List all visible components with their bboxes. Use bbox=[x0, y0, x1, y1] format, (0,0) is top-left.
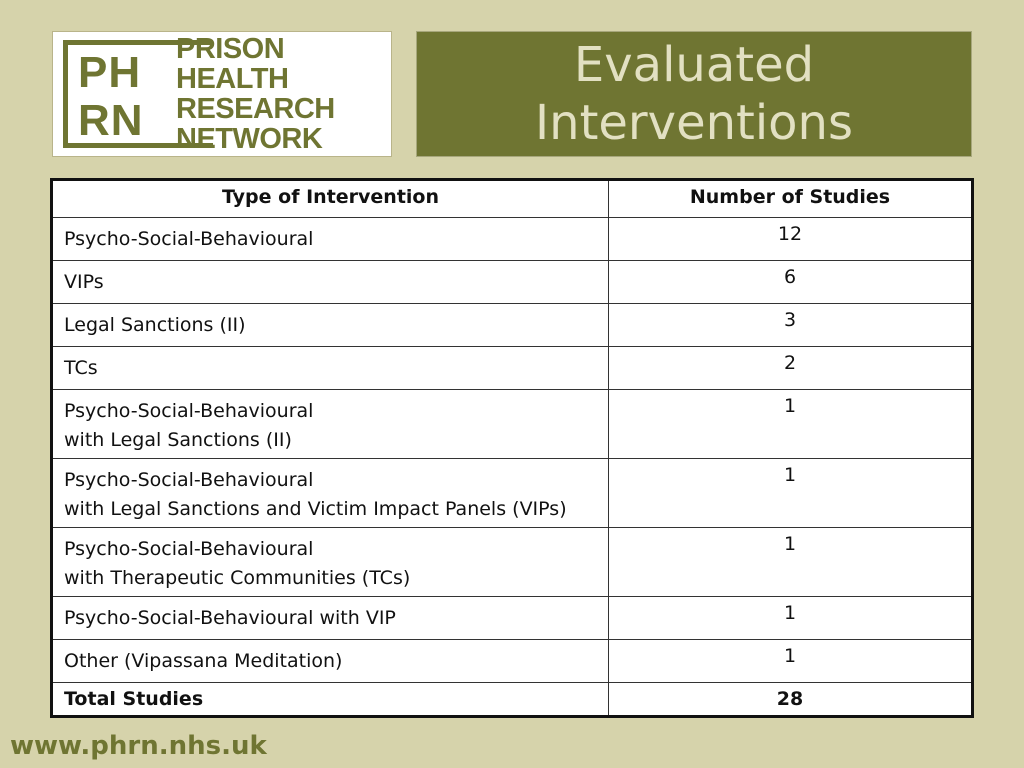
table-row bbox=[52, 261, 973, 304]
intervention-type-line: Psycho-Social-Behavioural bbox=[64, 469, 314, 491]
study-count-cell: 1 bbox=[609, 459, 973, 528]
logo-mark-bottom: RN bbox=[78, 96, 144, 145]
intervention-type-line: with Legal Sanctions and Victim Impact Panels (VIPs) bbox=[64, 498, 567, 520]
intervention-type-cell bbox=[52, 640, 609, 683]
table-row bbox=[52, 597, 973, 640]
logo-word: PRISON bbox=[176, 33, 285, 65]
logo-word: HEALTH bbox=[176, 63, 289, 95]
intervention-type-cell bbox=[52, 347, 609, 390]
study-count-cell: 6 bbox=[609, 261, 973, 304]
table-row bbox=[52, 459, 973, 528]
intervention-type-line: Psycho-Social-Behavioural with VIP bbox=[64, 607, 396, 629]
study-count-cell: 12 bbox=[609, 218, 973, 261]
intervention-type-cell bbox=[52, 528, 609, 597]
intervention-type-cell bbox=[52, 390, 609, 459]
total-row bbox=[52, 683, 973, 717]
intervention-type-cell bbox=[52, 459, 609, 528]
total-label: Total Studies bbox=[52, 683, 609, 717]
intervention-type-cell bbox=[52, 304, 609, 347]
logo-word: RESEARCH bbox=[176, 93, 335, 125]
table-row bbox=[52, 304, 973, 347]
intervention-type-line: Psycho-Social-Behavioural bbox=[64, 538, 314, 560]
study-count-cell: 1 bbox=[609, 390, 973, 459]
intervention-type-cell bbox=[52, 597, 609, 640]
table-row bbox=[52, 528, 973, 597]
intervention-type-line: Legal Sanctions (II) bbox=[64, 314, 246, 336]
intervention-type-line: Psycho-Social-Behavioural bbox=[64, 228, 314, 250]
table-row bbox=[52, 640, 973, 683]
footer-url[interactable]: www.phrn.nhs.uk bbox=[10, 731, 267, 761]
total-count: 28 bbox=[609, 683, 973, 717]
logo-word: NETWORK bbox=[176, 123, 323, 155]
study-count-cell: 3 bbox=[609, 304, 973, 347]
study-count-cell: 1 bbox=[609, 528, 973, 597]
table-row bbox=[52, 218, 973, 261]
table-header-row bbox=[52, 180, 973, 218]
study-count-cell: 2 bbox=[609, 347, 973, 390]
intervention-type-line: Psycho-Social-Behavioural bbox=[64, 400, 314, 422]
header-type: Type of Intervention bbox=[52, 180, 609, 218]
intervention-type-line: TCs bbox=[64, 357, 98, 379]
table-row bbox=[52, 390, 973, 459]
logo bbox=[52, 31, 392, 157]
table-body bbox=[52, 218, 973, 717]
study-count-cell: 1 bbox=[609, 640, 973, 683]
logo-mark-top: PH bbox=[78, 48, 142, 97]
table-row bbox=[52, 347, 973, 390]
intervention-type-line: with Legal Sanctions (II) bbox=[64, 429, 292, 451]
header-count: Number of Studies bbox=[609, 180, 973, 218]
slide-title: Evaluated Interventions bbox=[416, 31, 972, 157]
intervention-type-cell bbox=[52, 261, 609, 304]
intervention-type-line: VIPs bbox=[64, 271, 104, 293]
study-count-cell: 1 bbox=[609, 597, 973, 640]
intervention-type-line: with Therapeutic Communities (TCs) bbox=[64, 567, 411, 589]
intervention-type-line: Other (Vipassana Meditation) bbox=[64, 650, 343, 672]
intervention-type-cell bbox=[52, 218, 609, 261]
interventions-table bbox=[50, 178, 974, 718]
logo-wordmark bbox=[176, 34, 335, 154]
